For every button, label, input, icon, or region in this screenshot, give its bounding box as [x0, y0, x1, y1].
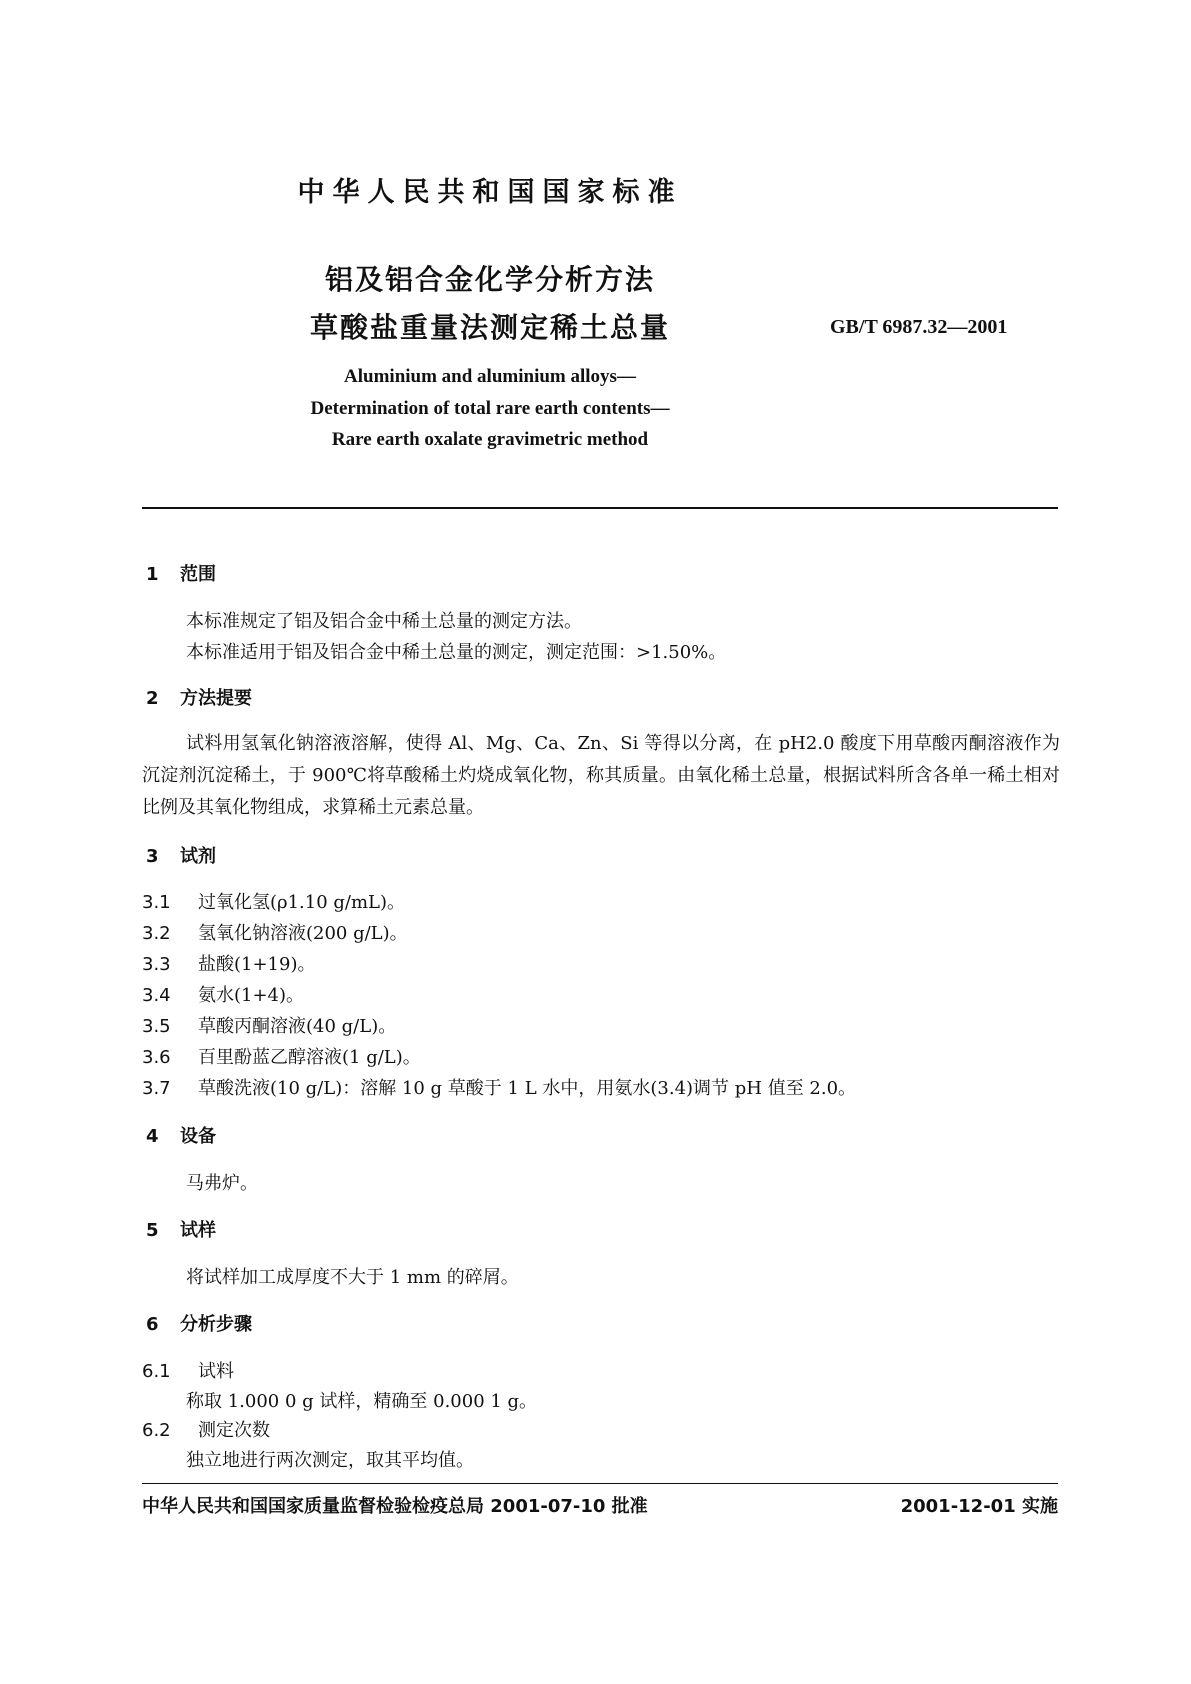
item-text: 盐酸(1+19)。	[198, 954, 316, 975]
reagent-item	[142, 950, 315, 976]
section-6-heading	[146, 1310, 252, 1336]
item-text: 氨水(1+4)。	[198, 985, 305, 1006]
reagent-item	[142, 888, 405, 914]
subsection-6-1-heading	[142, 1357, 234, 1383]
subsection-title: 测定次数	[198, 1420, 270, 1441]
subsection-title: 试料	[198, 1361, 234, 1382]
section-3-heading	[146, 842, 216, 868]
section-5-heading	[146, 1216, 216, 1242]
reagent-item	[142, 1012, 396, 1038]
section-number: 3	[146, 846, 159, 867]
title-cn-line1: 铝及铝合金化学分析方法	[324, 263, 655, 296]
section-2-heading	[146, 684, 252, 710]
title-en-line2: Determination of total rare earth contents—	[310, 398, 670, 419]
subsection-6-2-heading	[142, 1416, 270, 1442]
item-number: 3.6	[142, 1047, 171, 1068]
item-text: 草酸丙酮溶液(40 g/L)。	[198, 1016, 397, 1037]
title-en-line1: Aluminium and aluminium alloys—	[344, 366, 636, 387]
section-title: 设备	[180, 1126, 216, 1147]
item-number: 3.5	[142, 1016, 171, 1037]
item-number: 6.1	[142, 1361, 171, 1382]
reagent-item	[142, 919, 408, 945]
standard-code: GB/T 6987.32—2001	[830, 316, 1008, 338]
item-number: 3.4	[142, 985, 171, 1006]
reagent-item	[142, 1074, 856, 1100]
section-1-heading	[146, 560, 216, 586]
section-number: 2	[146, 688, 159, 709]
title-en-line3: Rare earth oxalate gravimetric method	[331, 429, 649, 450]
item-text: 百里酚蓝乙醇溶液(1 g/L)。	[198, 1047, 421, 1068]
item-number: 6.2	[142, 1420, 171, 1441]
section-1-paragraph-2: 本标准适用于铝及铝合金中稀土总量的测定，测定范围：>1.50%。	[186, 642, 727, 663]
item-text: 过氧化氢(ρ1.10 g/mL)。	[198, 892, 406, 913]
section-4-paragraph: 马弗炉。	[186, 1173, 258, 1194]
section-5-paragraph: 将试样加工成厚度不大于 1 mm 的碎屑。	[186, 1267, 519, 1288]
item-number: 3.1	[142, 892, 171, 913]
section-title: 试样	[180, 1220, 216, 1241]
header-divider	[142, 507, 1058, 509]
reagent-item	[142, 981, 304, 1007]
section-number: 5	[146, 1220, 159, 1241]
section-1-paragraph-1: 本标准规定了铝及铝合金中稀土总量的测定方法。	[186, 611, 582, 632]
title-cn-line2: 草酸盐重量法测定稀土总量	[309, 311, 670, 344]
section-title: 范围	[180, 564, 216, 585]
reagent-item	[142, 1043, 421, 1069]
footer-divider	[142, 1483, 1058, 1484]
section-2-paragraph: 试料用氢氧化钠溶液溶解，使得 Al、Mg、Ca、Zn、Si 等得以分离，在 pH2.0 酸度下用草酸丙酮溶液作为沉淀剂沉淀稀土，于 900℃将草酸稀土灼烧成氧化物，称其质量。由氧化稀土总量，根据试料所含各单一稀土相对比例及其氧化物组成，求算稀土元素总量。	[142, 733, 1060, 818]
item-number: 3.3	[142, 954, 171, 975]
subsection-6-1-text: 称取 1.000 0 g 试样，精确至 0.000 1 g。	[186, 1391, 538, 1412]
section-title: 分析步骤	[180, 1314, 252, 1335]
approval-line: 中华人民共和国国家质量监督检验检疫总局 2001-07-10 批准	[142, 1496, 648, 1517]
section-number: 6	[146, 1314, 159, 1335]
national-standard-heading: 中华人民共和国国家标准	[297, 177, 683, 208]
section-title: 试剂	[180, 846, 216, 867]
item-text: 氢氧化钠溶液(200 g/L)。	[198, 923, 408, 944]
section-number: 4	[146, 1126, 159, 1147]
section-title: 方法提要	[180, 688, 252, 709]
section-4-heading	[146, 1122, 216, 1148]
item-number: 3.7	[142, 1078, 171, 1099]
subsection-6-2-text: 独立地进行两次测定，取其平均值。	[186, 1450, 474, 1471]
item-number: 3.2	[142, 923, 171, 944]
item-text: 草酸洗液(10 g/L)：溶解 10 g 草酸于 1 L 水中，用氨水(3.4)调节 pH 值至 2.0。	[198, 1078, 857, 1099]
section-number: 1	[146, 564, 159, 585]
implementation-date: 2001-12-01 实施	[900, 1496, 1058, 1517]
